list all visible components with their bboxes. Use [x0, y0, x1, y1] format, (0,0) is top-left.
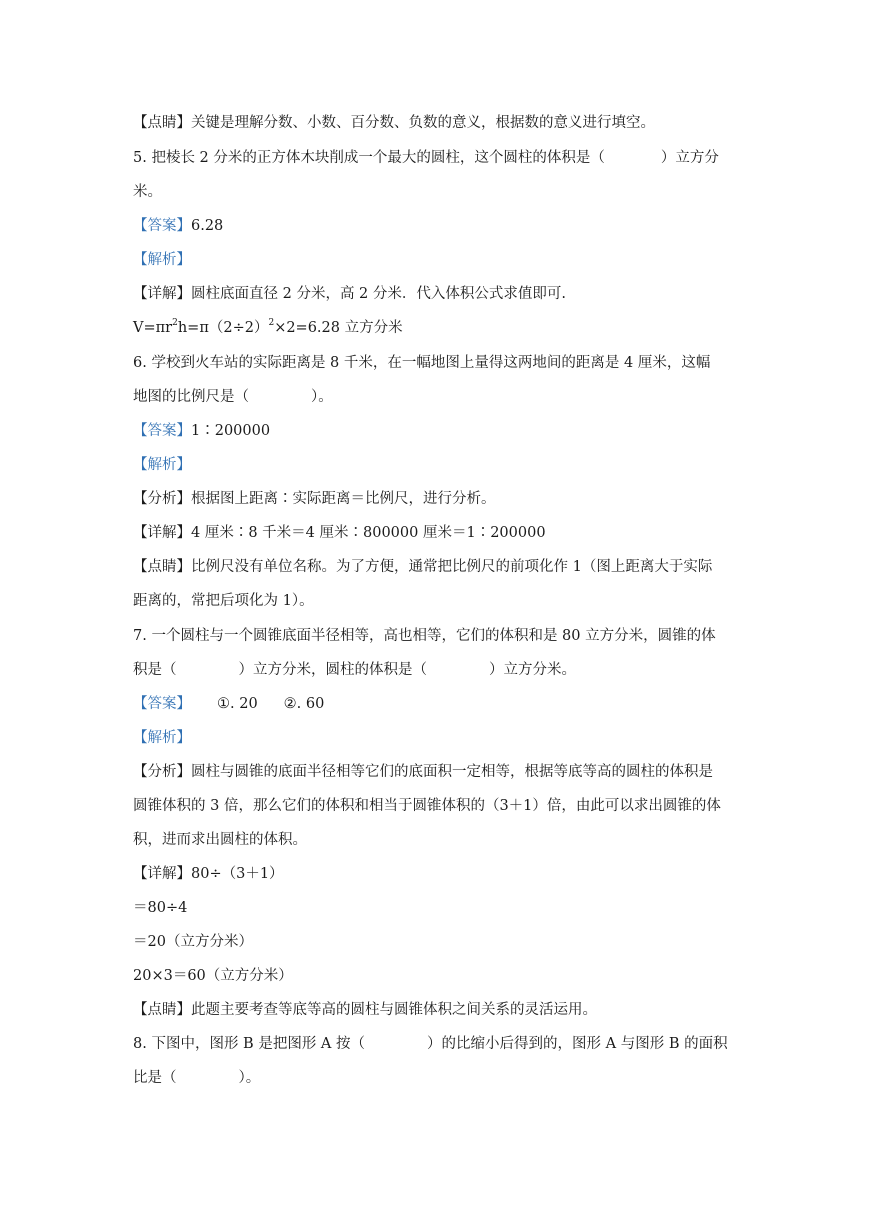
answer-tag: 【答案】: [133, 423, 191, 439]
formula-line: $V=\pi r^2h=\pi(2\div 2)^2\times 2=6.28$ 立方分米: [133, 318, 403, 336]
calc-step: ＝80÷4: [133, 900, 188, 916]
answer-line: 【答案】1∶200000: [133, 423, 271, 439]
answer-line: 【答案】6.28: [133, 218, 224, 234]
answer-tag: 【答案】: [133, 696, 191, 712]
analysis-detail-line: 圆锥体积的 3 倍，那么它们的体积和相当于圆锥体积的（3＋1）倍，由此可以求出圆锥的体: [133, 798, 721, 814]
analysis-detail-line: 【分析】根据图上距离∶实际距离＝比例尺，进行分析。: [133, 491, 496, 507]
analysis-detail-line: 积，进而求出圆柱的体积。: [133, 832, 307, 848]
analysis-detail-line: 【分析】圆柱与圆锥的底面半径相等它们的底面积一定相等，根据等底等高的圆柱的体积是: [133, 764, 713, 780]
analysis-line: [133, 728, 743, 748]
question-6: 6. 学校到火车站的实际距离是 8 千米，在一幅地图上量得这两地间的距离是 4 厘米，这幅: [133, 355, 711, 371]
analysis-line: [133, 250, 743, 270]
tip-line: 【点睛】此题主要考查等底等高的圆柱与圆锥体积之间关系的灵活运用。: [133, 1002, 597, 1018]
detail-line: 【详解】80÷（3＋1）: [133, 866, 284, 882]
question-6-cont: 地图的比例尺是（ ）。: [133, 389, 333, 405]
analysis-tag: 【解析】: [133, 730, 191, 746]
calc-step: 20×3＝60（立方分米）: [133, 968, 293, 984]
question-8: 8. 下图中，图形 B 是把图形 A 按（ ）的比缩小后得到的，图形 A 与图形 B 的面积: [133, 1036, 728, 1052]
tip-line: 【点睛】比例尺没有单位名称。为了方便，通常把比例尺的前项化作 1（图上距离大于实际: [133, 559, 713, 575]
question-7: 7. 一个圆柱与一个圆锥底面半径相等，高也相等，它们的体积和是 80 立方分米，圆锥的体: [133, 628, 716, 644]
calc-step: ＝20（立方分米）: [133, 934, 253, 950]
question-5: 5. 把棱长 2 分米的正方体木块削成一个最大的圆柱，这个圆柱的体积是（ ）立方分: [133, 150, 719, 166]
tip-line-cont: 距离的，常把后项化为 1）。: [133, 593, 314, 609]
question-8-cont: 比是（ ）。: [133, 1070, 261, 1086]
answer-tag: 【答案】: [133, 218, 191, 234]
detail-line: 【详解】4 厘米∶8 千米＝4 厘米∶800000 厘米＝1∶200000: [133, 525, 546, 541]
analysis-tag: 【解析】: [133, 457, 191, 473]
tip-line: 【点睛】关键是理解分数、小数、百分数、负数的意义，根据数的意义进行填空。: [133, 115, 655, 131]
detail-line: 【详解】圆柱底面直径 2 分米，高 2 分米．代入体积公式求值即可.: [133, 286, 566, 302]
analysis-line: [133, 455, 743, 475]
analysis-tag: 【解析】: [133, 252, 191, 268]
answer-line: 【答案】 ①. 20 ②. 60: [133, 696, 325, 712]
question-5-cont: 米。: [133, 184, 162, 200]
question-7-cont: 积是（ ）立方分米，圆柱的体积是（ ）立方分米。: [133, 662, 576, 678]
